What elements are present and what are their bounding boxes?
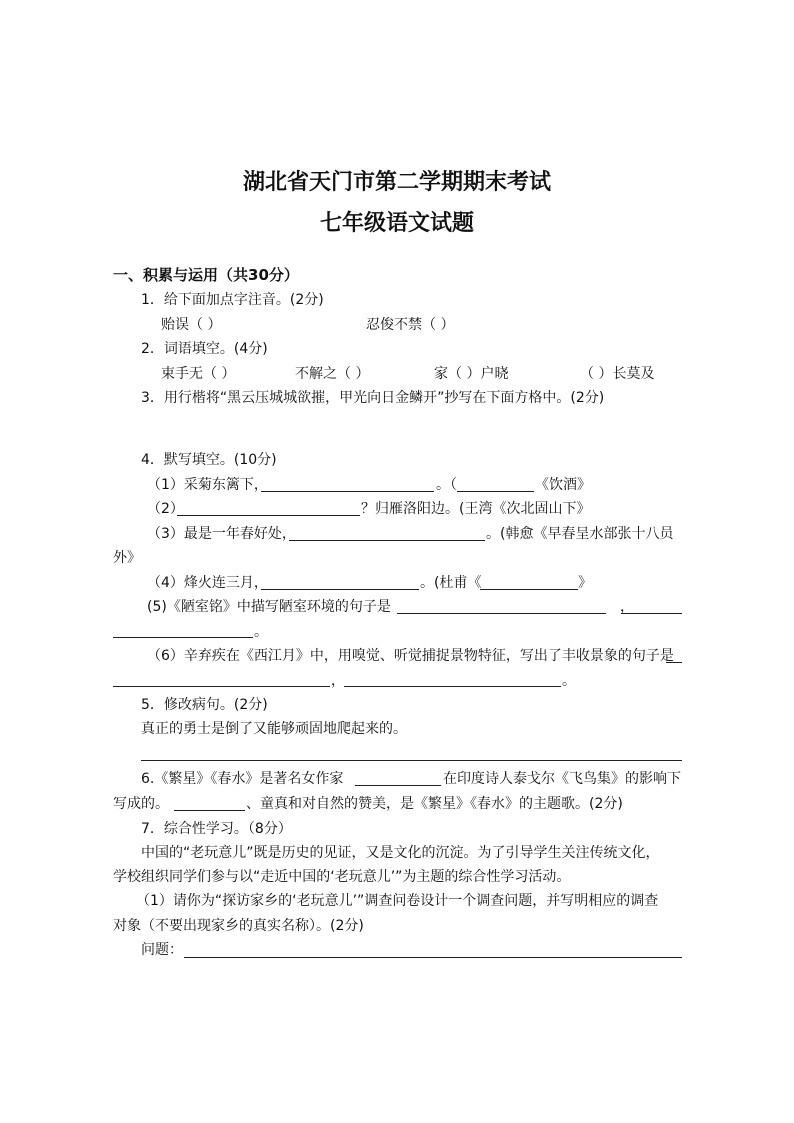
- dictation-blank-6c[interactable]: [344, 686, 561, 687]
- dictation-blank-6a[interactable]: [666, 662, 682, 663]
- dictation-line-3-prefix: （3）最是一年春好处，: [147, 526, 296, 542]
- question-7-sub1-line-2: 对象（不要出现家乡的真实名称）。(2分): [113, 918, 364, 934]
- question-7-text: 7．综合性学习。（8分）: [141, 821, 292, 837]
- dictation-line-6-end: 。: [562, 673, 576, 689]
- question-5-text: 5．修改病句。(2分): [141, 697, 268, 713]
- dictation-line-5-comma: ，: [620, 599, 634, 615]
- dictation-line-1-mid: 。（: [436, 477, 457, 493]
- dictation-line-5-end: 。: [254, 624, 268, 640]
- dictation-line-4-prefix: （4）烽火连三月，: [147, 575, 268, 591]
- dictation-blank-5b[interactable]: [621, 613, 682, 614]
- dictation-blank-4[interactable]: [261, 589, 419, 590]
- question-2-item-a: 束手无（ ）: [161, 366, 236, 382]
- question-1-item-b: 忍俊不禁（ ）: [366, 317, 455, 333]
- dictation-blank-5a[interactable]: [397, 613, 606, 614]
- question-6-blank-theme[interactable]: [174, 810, 245, 811]
- question-4-text: 4．默写填空。(10分): [141, 452, 277, 468]
- dictation-line-5-prefix: (5)《陋室铭》中描写陋室环境的句子是: [147, 599, 391, 615]
- question-5-sentence: 真正的勇士是倒了又能够顽固地爬起来的。: [141, 721, 407, 737]
- dictation-blank-6b[interactable]: [113, 686, 330, 687]
- question-1-item-a: 贻误（ ）: [161, 317, 222, 333]
- dictation-blank-4-title[interactable]: [480, 589, 578, 590]
- page-subtitle: 七年级语文试题: [319, 210, 474, 236]
- question-6-line-2a: 写成的。: [113, 796, 169, 812]
- dictation-line-6-comma: ，: [331, 673, 345, 689]
- question-2-text: 2．词语填空。(4分): [141, 341, 268, 357]
- section-heading: 一、积累与运用（共30分）: [113, 266, 299, 284]
- question-1-text: 1．给下面加点字注音。(2分): [141, 292, 324, 308]
- question-7-answer-line[interactable]: [184, 957, 682, 958]
- question-3-text: 3．用行楷将“黑云压城城欲摧，甲光向日金鳞开”抄写在下面方格中。(2分): [141, 390, 605, 406]
- dictation-line-2-text: ？归雁洛阳边。(王湾《次北固山下》: [361, 501, 591, 517]
- dictation-line-3-wrap: 外》: [113, 550, 141, 566]
- question-6-line-1b: 在印度诗人泰戈尔《飞鸟集》的影响下: [443, 771, 681, 787]
- dictation-blank-1[interactable]: [261, 491, 434, 492]
- dictation-line-3-text: 。(韩愈《早春呈水部张十八员: [486, 526, 674, 542]
- dictation-line-1-source: 《饮酒》: [535, 477, 591, 493]
- dictation-line-4-end: 》: [578, 575, 592, 591]
- dictation-line-6-prefix: （6）辛弃疾在《西江月》中，用嗅觉、听觉捕捉景物特征，写出了丰收景象的句子是: [147, 648, 674, 664]
- question-2-item-c: 家（ ）户晓: [434, 366, 509, 382]
- page-title: 湖北省天门市第二学期期末考试: [242, 169, 551, 195]
- question-6-line-1a: 6.《繁星》《春水》是著名女作家: [141, 771, 344, 787]
- question-2-item-d: （ ）长莫及: [580, 366, 655, 382]
- dictation-blank-3[interactable]: [289, 540, 485, 541]
- question-7-question-label: 问题：: [141, 942, 183, 958]
- question-5-answer-line[interactable]: [141, 760, 682, 761]
- dictation-blank-5c[interactable]: [113, 637, 253, 638]
- question-7-sub1-line-1: （1）请你为“探访家乡的‘老玩意儿’”调查问卷设计一个调查问题，并写明相应的调查: [136, 893, 659, 909]
- question-2-item-b: 不解之（ ）: [295, 366, 370, 382]
- dictation-line-1-prefix: （1）采菊东篱下，: [147, 477, 268, 493]
- dictation-line-2-prefix: （2）: [147, 501, 184, 517]
- question-7-paragraph-1: 中国的“老玩意儿”既是历史的见证，又是文化的沉淀。为了引导学生关注传统文化，: [141, 845, 660, 861]
- question-6-blank-author[interactable]: [355, 785, 441, 786]
- dictation-blank-2[interactable]: [177, 515, 360, 516]
- dictation-blank-1-author[interactable]: [457, 491, 534, 492]
- dictation-line-4-mid: 。(杜甫《: [420, 575, 482, 591]
- question-6-line-2b: 、童真和对自然的赞美，是《繁星》《春水》的主题歌。(2分): [246, 796, 623, 812]
- question-7-paragraph-2: 学校组织同学们参与以“走近中国的‘老玩意儿’”为主题的综合性学习活动。: [113, 869, 571, 885]
